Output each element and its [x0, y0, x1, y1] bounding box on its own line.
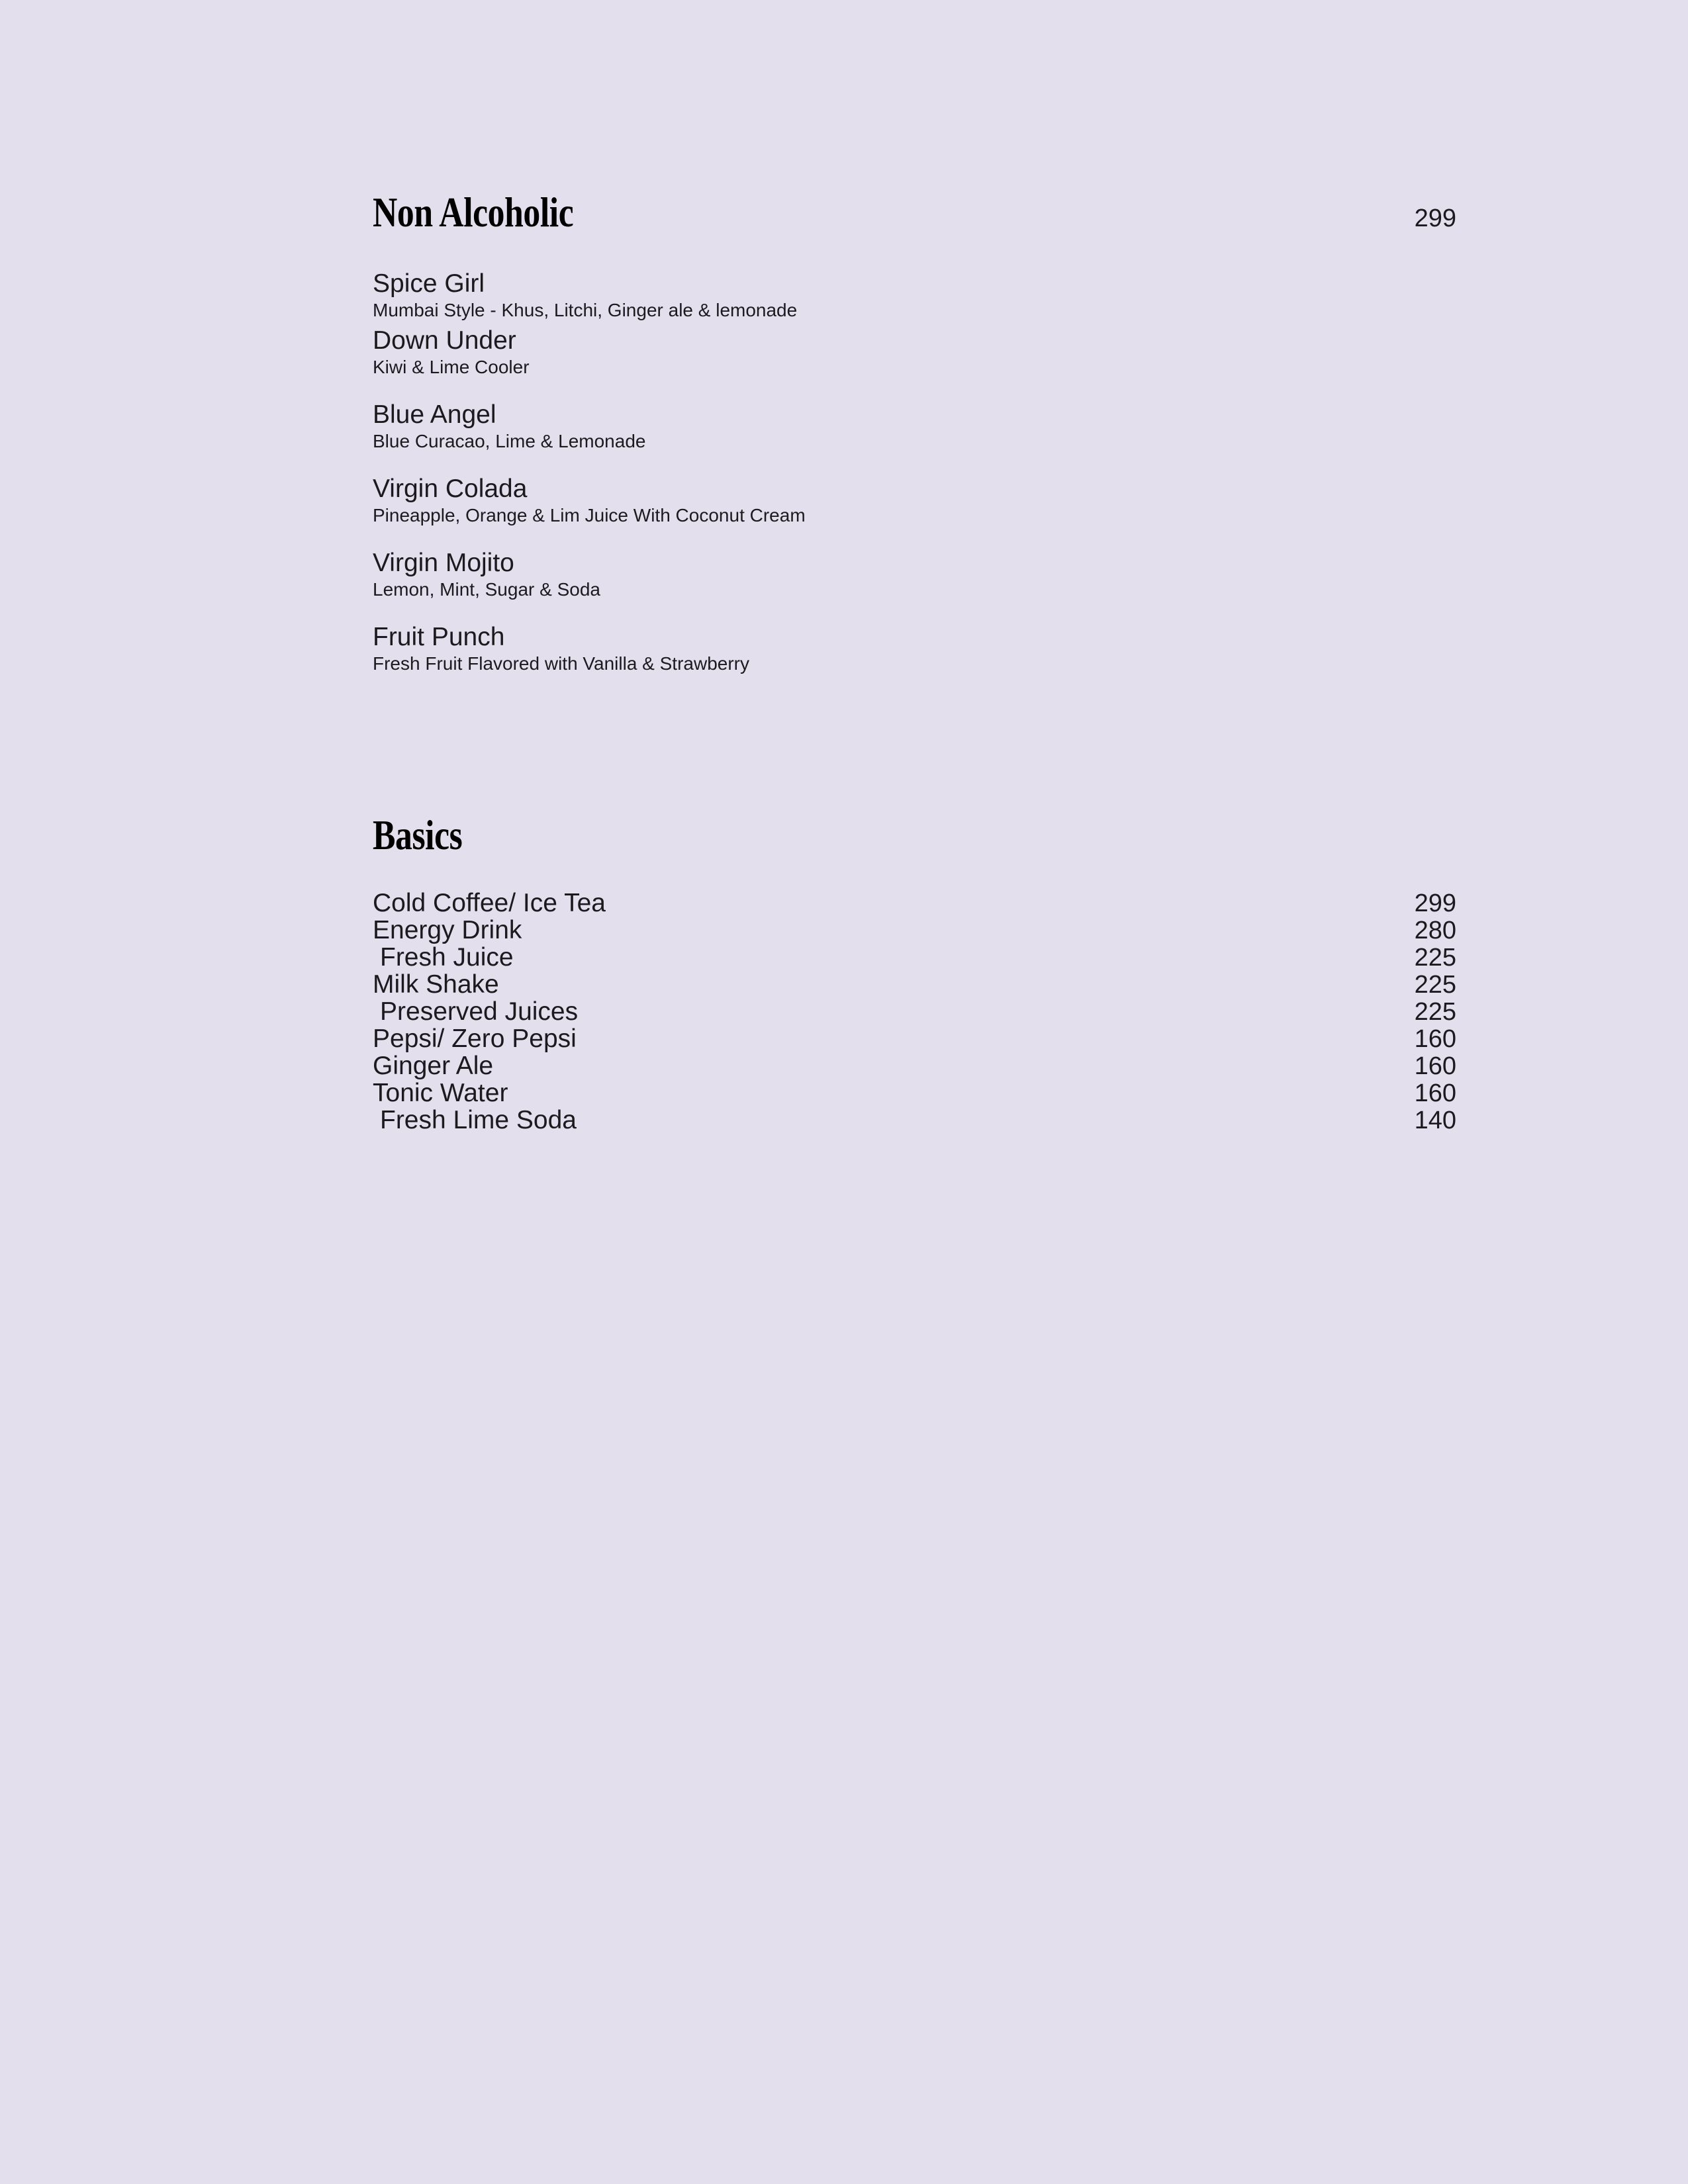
item-description: Pineapple, Orange & Lim Juice With Coconut Cream: [373, 505, 806, 526]
item-name: Milk Shake: [373, 970, 499, 999]
list-item: [373, 400, 1456, 453]
table-row: [373, 917, 1456, 944]
item-price: 160: [1414, 1024, 1456, 1053]
item-name: Tonic Water: [373, 1078, 508, 1107]
item-name: Fruit Punch: [373, 623, 505, 652]
item-price: 225: [1414, 997, 1456, 1026]
section-header: [373, 786, 1456, 884]
list-item: [373, 269, 1456, 322]
list-item: [373, 622, 1456, 675]
item-description: Blue Curacao, Lime & Lemonade: [373, 431, 646, 452]
list-item: [373, 474, 1456, 527]
item-description: Lemon, Mint, Sugar & Soda: [373, 579, 600, 600]
item-description: Kiwi & Lime Cooler: [373, 357, 530, 378]
item-price: 160: [1414, 1052, 1456, 1080]
item-price: 225: [1414, 970, 1456, 999]
menu-content: [373, 164, 1456, 1134]
table-row: [373, 998, 1456, 1025]
list-item: [373, 326, 1456, 379]
table-row: [373, 944, 1456, 971]
table-row: [373, 1025, 1456, 1052]
item-name: Down Under: [373, 326, 516, 355]
non-alcoholic-item-list: [373, 269, 1456, 675]
item-description: Mumbai Style - Khus, Litchi, Ginger ale & lemonade: [373, 300, 798, 321]
basics-item-list: [373, 889, 1456, 1134]
item-name: Cold Coffee/ Ice Tea: [373, 888, 606, 917]
item-price: 160: [1414, 1079, 1456, 1107]
item-price: 280: [1414, 916, 1456, 944]
section-header: [373, 164, 1456, 261]
item-name: Energy Drink: [373, 915, 522, 944]
section-title-basics: Basics: [373, 811, 463, 858]
item-name: Spice Girl: [373, 269, 485, 298]
section-non-alcoholic: [373, 164, 1456, 675]
item-name: Fresh Juice: [380, 942, 514, 972]
section-title-non-alcoholic: Non Alcoholic: [373, 189, 574, 236]
item-name: Preserved Juices: [380, 997, 579, 1026]
table-row: [373, 1079, 1456, 1107]
item-description: Fresh Fruit Flavored with Vanilla & Strawberry: [373, 653, 749, 674]
item-price: 299: [1414, 889, 1456, 917]
item-name: Virgin Mojito: [373, 549, 514, 578]
section-basics: [373, 786, 1456, 1133]
item-name: Pepsi/ Zero Pepsi: [373, 1024, 577, 1053]
table-row: [373, 971, 1456, 998]
item-name: Ginger Ale: [373, 1051, 494, 1080]
item-price: 225: [1414, 943, 1456, 972]
table-row: [373, 889, 1456, 917]
table-row: [373, 1107, 1456, 1134]
section-price-non-alcoholic: 299: [1414, 205, 1456, 233]
item-name: Fresh Lime Soda: [380, 1105, 577, 1134]
table-row: [373, 1052, 1456, 1079]
item-price: 140: [1414, 1106, 1456, 1134]
list-item: [373, 548, 1456, 601]
item-name: Blue Angel: [373, 400, 496, 430]
item-name: Virgin Colada: [373, 475, 528, 504]
